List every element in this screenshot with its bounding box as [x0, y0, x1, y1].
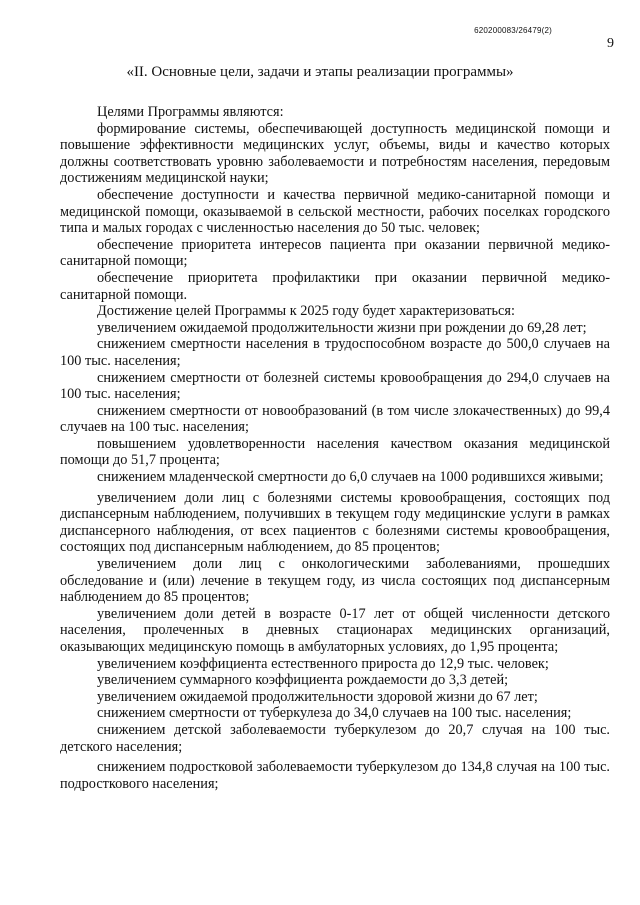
paragraph-dispensary-circulatory: увеличением доли лиц с болезнями системы кровообращения, состоящих под диспансерным наблюдением, получивших в текущем году медицинские услуги в рамках диспансерного наблюдения, от всех пациентов с болезнями системы кровообращения, состоящих под диспансерным наблюдением, до 85 процентов;	[60, 489, 610, 556]
page-number: 9	[607, 36, 614, 51]
paragraph-neoplasm-mortality: снижением смертности от новообразований (в том числе злокачественных) до 99,4 случаев на 100 тыс. населения;	[60, 402, 610, 436]
paragraph-achievement-intro: Достижение целей Программы к 2025 году будет характеризоваться:	[97, 303, 515, 320]
document-code: 620200083/26479(2)	[474, 26, 552, 35]
paragraph-satisfaction: повышением удовлетворенности населения качеством оказания медицинской помощи до 51,7 процента;	[60, 435, 610, 469]
paragraph-healthy-life-expectancy: увеличением ожидаемой продолжительности здоровой жизни до 67 лет;	[97, 688, 538, 705]
paragraph-goal-patient-priority: обеспечение приоритета интересов пациента при оказании первичной медико-санитарной помощи;	[60, 236, 610, 270]
body-text	[60, 104, 610, 792]
paragraph-child-tuberculosis: снижением детской заболеваемости туберкулезом до 20,7 случая на 100 тыс. детского населения;	[60, 721, 610, 755]
paragraph-working-age-mortality: снижением смертности населения в трудоспособном возрасте до 500,0 случаев на 100 тыс. населения;	[60, 336, 610, 369]
paragraph-infant-mortality: снижением младенческой смертности до 6,0 случаев на 1000 родившихся живыми;	[97, 469, 604, 486]
paragraph-children-day-hospital: увеличением доли детей в возрасте 0-17 лет от общей численности детского населения, пролеченных в дневных стационарах медицинских организаций, оказывающих медицинскую помощь в амбулаторных условиях, до 1,95 процента;	[60, 605, 610, 655]
paragraph-fertility-rate: увеличением суммарного коэффициента рождаемости до 3,3 детей;	[97, 672, 509, 689]
paragraph-goal-prevention: обеспечение приоритета профилактики при оказании первичной медико-санитарной помощи.	[60, 269, 610, 303]
paragraph-teen-tuberculosis: снижением подростковой заболеваемости туберкулезом до 134,8 случая на 100 тыс. подросткового населения;	[60, 759, 610, 792]
paragraph-circulatory-mortality: снижением смертности от болезней системы кровообращения до 294,0 случаев на 100 тыс. населения;	[60, 369, 610, 403]
paragraph-goal-system: формирование системы, обеспечивающей доступность медицинской помощи и повышение эффективности медицинских услуг, объемы, виды и качество которых должны соответствовать уровню заболеваемости и потребностям населения, передовым достижениям медицинской науки;	[60, 120, 610, 187]
paragraph-life-expectancy: увеличением ожидаемой продолжительности жизни при рождении до 69,28 лет;	[97, 319, 587, 336]
paragraph-goal-access: обеспечение доступности и качества первичной медико-санитарной помощи и медицинской помощи, оказываемой в сельской местности, рабочих поселках городского типа и малых городах с численностью населения до 50 тыс. человек;	[60, 186, 610, 237]
paragraph-natural-growth: увеличением коэффициента естественного прироста до 12,9 тыс. человек;	[97, 655, 549, 672]
paragraph-goals-intro: Целями Программы являются:	[97, 104, 284, 120]
section-title: «II. Основные цели, задачи и этапы реализации программы»	[126, 64, 514, 80]
paragraph-tuberculosis-mortality: снижением смертности от туберкулеза до 34,0 случаев на 100 тыс. населения;	[97, 705, 572, 722]
paragraph-dispensary-oncology: увеличением доли лиц с онкологическими заболеваниями, прошедших обследование и (или) лечение в текущем году, из числа состоящих под диспансерным наблюдением до 85 процентов;	[60, 556, 610, 606]
